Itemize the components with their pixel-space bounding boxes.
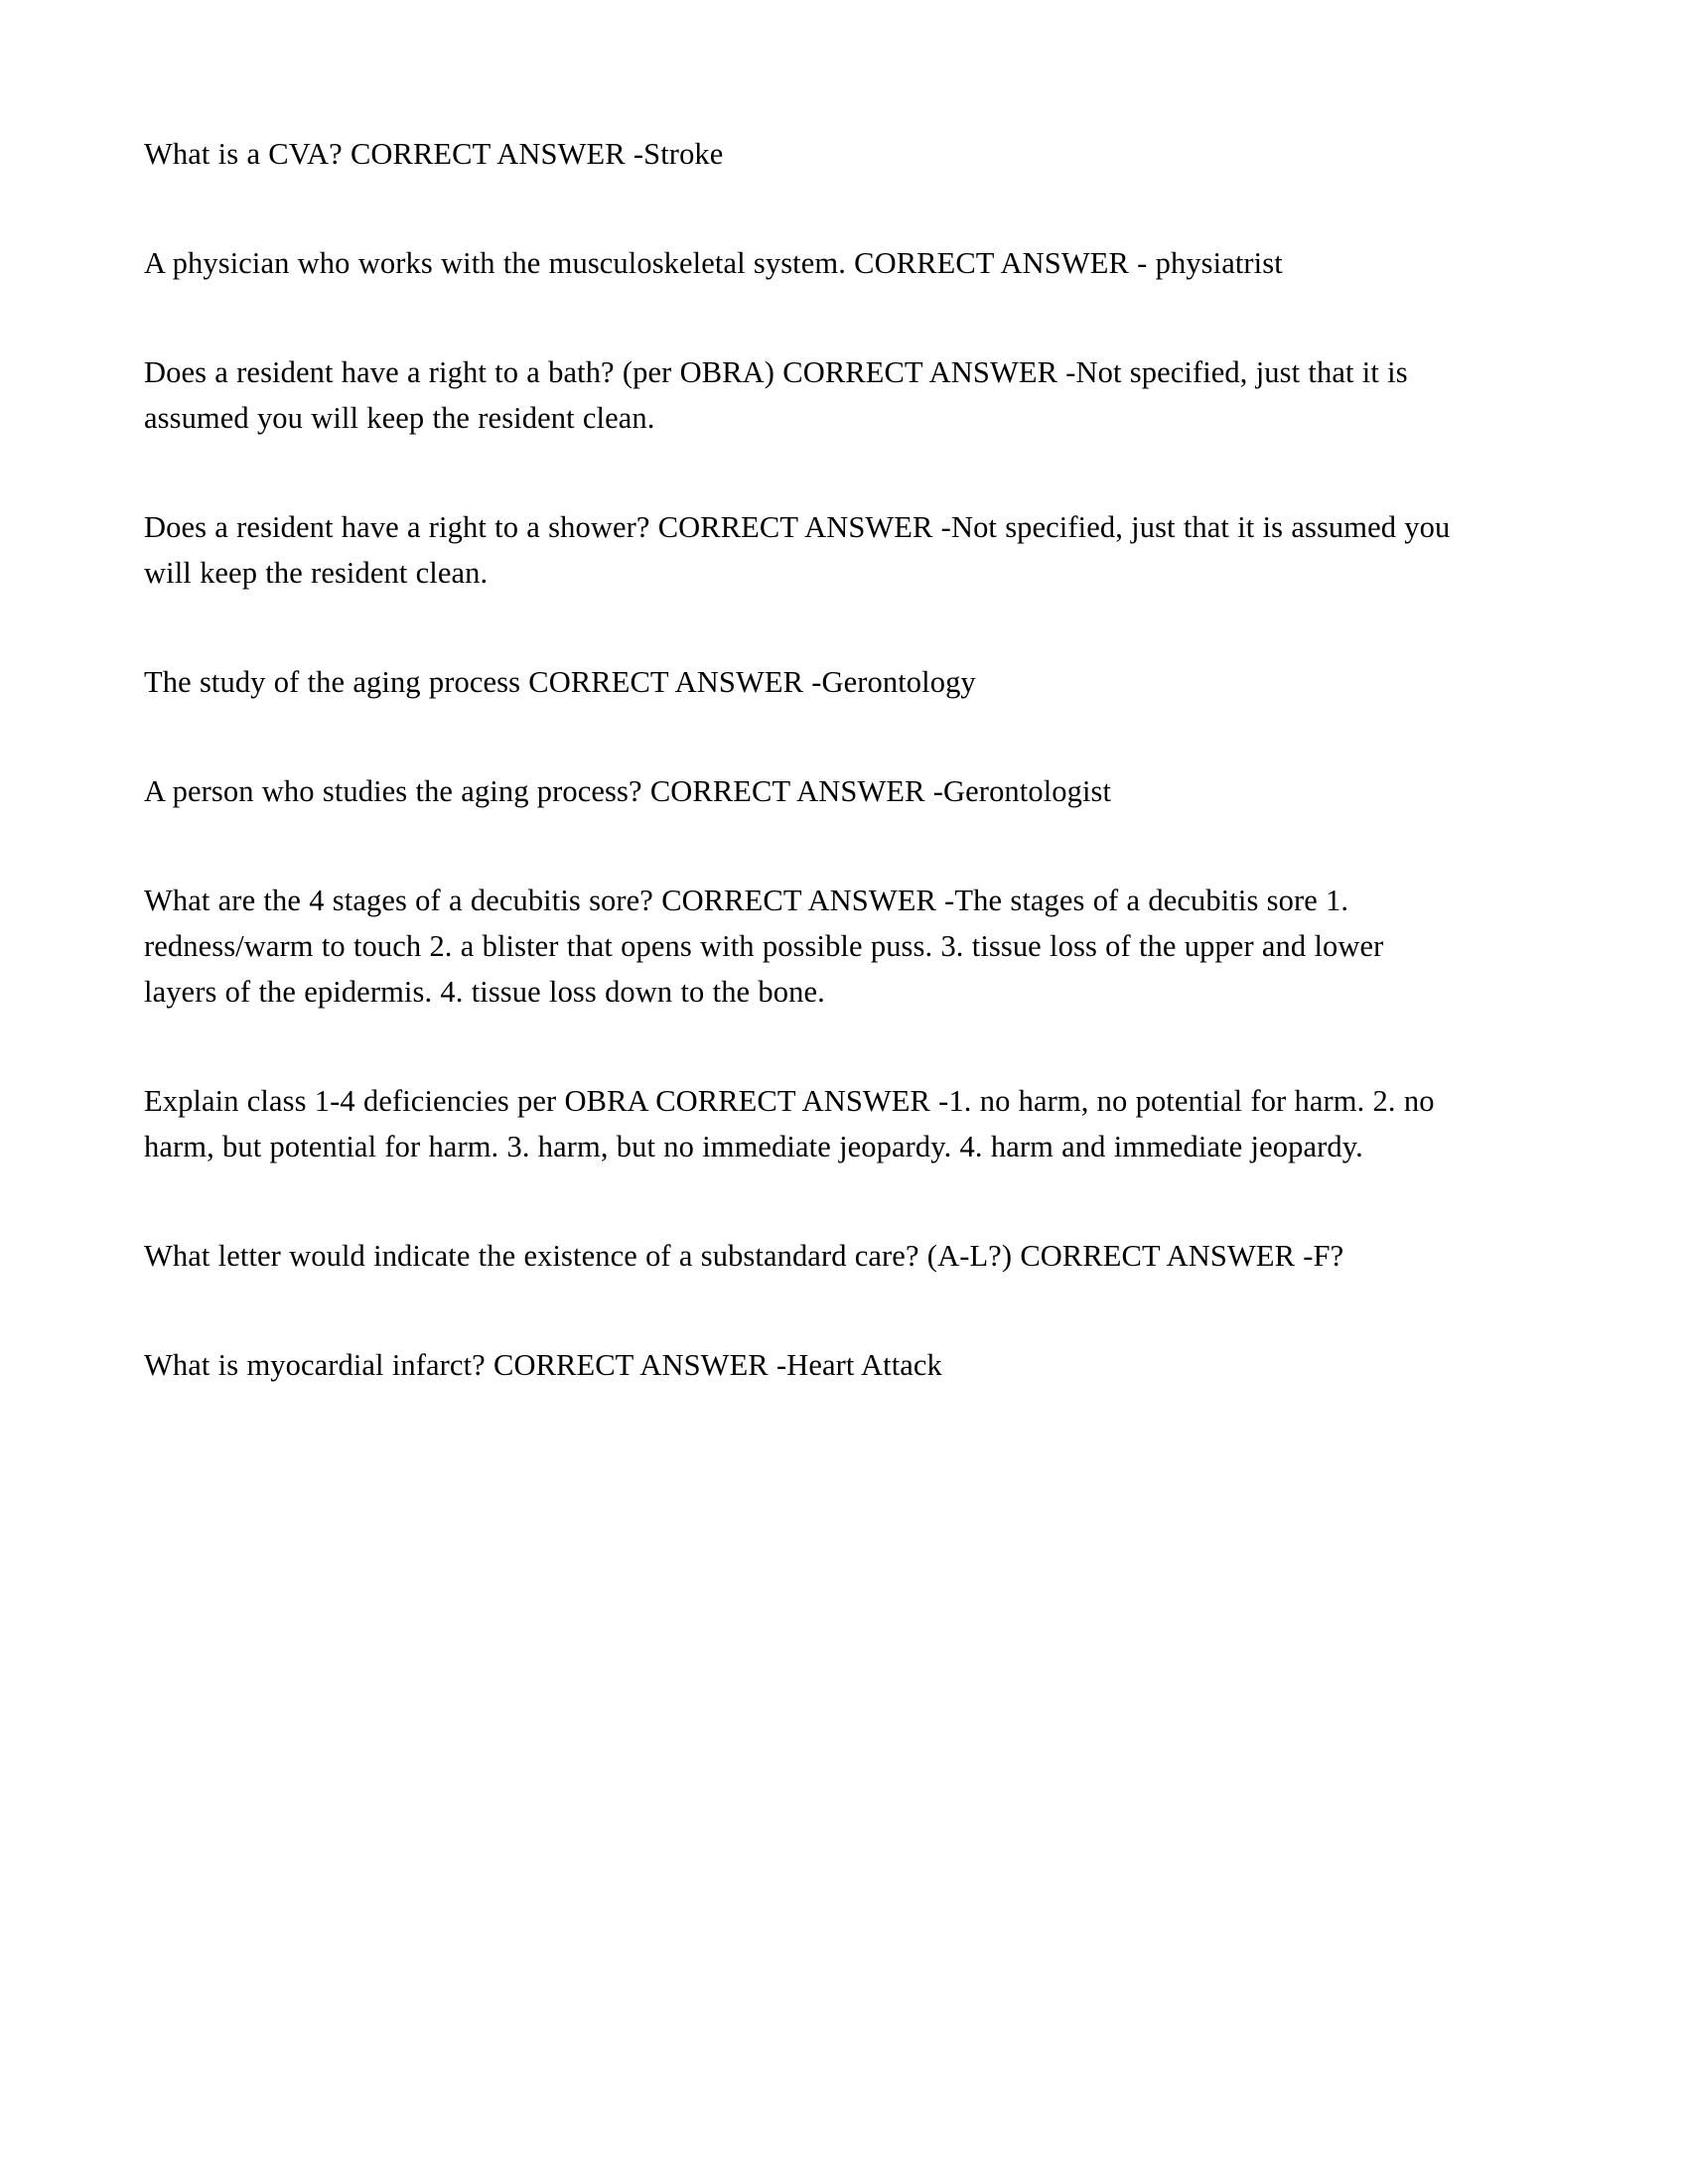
- question-answer-separator: [642, 774, 650, 808]
- answer-text: Gerontologist: [943, 774, 1112, 808]
- qa-entry: [144, 349, 1460, 441]
- correct-answer-label: CORRECT ANSWER -: [655, 1084, 949, 1118]
- question-text: A physician who works with the musculoskeletal system.: [144, 246, 846, 280]
- qa-entry: [144, 768, 1460, 814]
- answer-text: Not specified, just that it is assumed you will keep the resident clean.: [144, 355, 1416, 435]
- correct-answer-label: CORRECT ANSWER -: [657, 510, 951, 544]
- answer-text: Gerontology: [821, 665, 976, 699]
- question-text: What is myocardial infarct?: [144, 1348, 486, 1382]
- correct-answer-label: CORRECT ANSWER -: [661, 884, 955, 917]
- answer-text: The stages of a decubitis sore 1. redness/warm to touch 2. a blister that opens with possible puss. 3. tissue loss of the upper and lower layers of the epidermis. 4. tissue loss down to the bone.: [144, 884, 1392, 1009]
- document-body: [144, 131, 1460, 1388]
- question-answer-separator: [846, 246, 854, 280]
- question-answer-separator: [486, 1348, 493, 1382]
- answer-text: Stroke: [643, 137, 724, 171]
- correct-answer-label: CORRECT ANSWER -: [350, 137, 644, 171]
- question-answer-separator: [649, 510, 657, 544]
- qa-entry: [144, 659, 1460, 705]
- correct-answer-label: CORRECT ANSWER -: [528, 665, 822, 699]
- answer-text: Heart Attack: [786, 1348, 942, 1382]
- correct-answer-label: CORRECT ANSWER -: [782, 355, 1076, 389]
- answer-text: physiatrist: [1147, 246, 1283, 280]
- question-answer-separator: [647, 1084, 655, 1118]
- question-answer-separator: [343, 137, 351, 171]
- correct-answer-label: CORRECT ANSWER -: [1020, 1239, 1314, 1273]
- qa-entry: [144, 240, 1460, 286]
- question-text: What is a CVA?: [144, 137, 343, 171]
- question-text: The study of the aging process: [144, 665, 521, 699]
- qa-entry: [144, 1342, 1460, 1388]
- question-text: Does a resident have a right to a bath? (per OBRA): [144, 355, 775, 389]
- answer-text: F?: [1313, 1239, 1344, 1273]
- correct-answer-label: CORRECT ANSWER -: [649, 774, 944, 808]
- question-text: Does a resident have a right to a shower?: [144, 510, 650, 544]
- question-text: A person who studies the aging process?: [144, 774, 642, 808]
- correct-answer-label: CORRECT ANSWER -: [493, 1348, 787, 1382]
- qa-entry: [144, 878, 1460, 1015]
- qa-entry: [144, 1233, 1460, 1279]
- qa-entry: [144, 131, 1460, 177]
- answer-text: Not specified, just that it is assumed you will keep the resident clean.: [144, 510, 1459, 590]
- question-answer-separator: [653, 884, 661, 917]
- qa-entry: [144, 504, 1460, 596]
- answer-text: 1. no harm, no potential for harm. 2. no harm, but potential for harm. 3. harm, but no immediate jeopardy. 4. harm and immediate jeopardy.: [144, 1084, 1443, 1163]
- question-text: Explain class 1-4 deficiencies per OBRA: [144, 1084, 647, 1118]
- question-text: What letter would indicate the existence of a substandard care? (A-L?): [144, 1239, 1013, 1273]
- question-text: What are the 4 stages of a decubitis sore?: [144, 884, 653, 917]
- qa-entry: [144, 1078, 1460, 1169]
- correct-answer-label: CORRECT ANSWER -: [854, 246, 1148, 280]
